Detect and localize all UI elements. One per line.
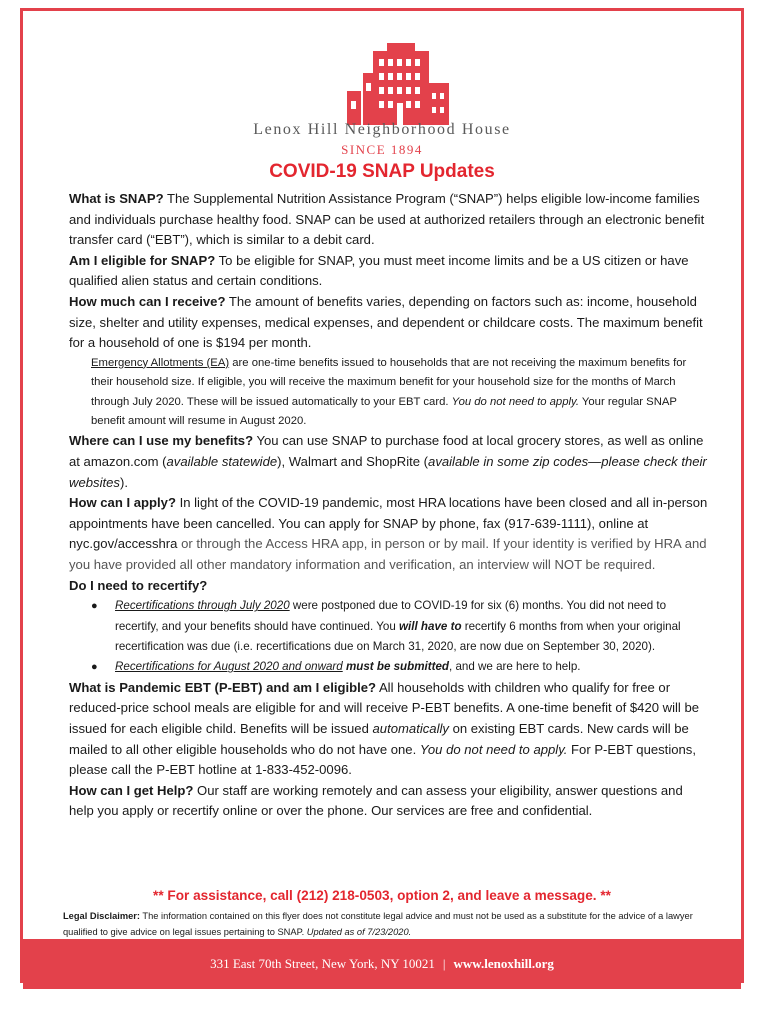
org-name: Lenox Hill Neighborhood House [253,121,511,138]
answer-text: Our staff are working remotely and can assess your eligibility, answer questions and help you apply or recertify online or over the phone. Our services are free and confidential. [69,782,683,819]
answer-text: The Supplemental Nutrition Assistance Program (“SNAP”) helps eligible low-income families and individuals purchase healthy food. SNAP can be used at authorized retailers through an electronic benefit transfer card (“EBT”), which is similar to a debit card. [69,191,705,248]
bullet-icon: ● [91,600,98,613]
emergency-allotments-paragraph [91,354,709,432]
answer-text: on existing EBT cards. New cards will be mailed to all other eligible households who do not have one. [69,720,689,757]
answer-italic: available statewide [166,453,278,469]
answer-italic: You do not need to apply. [451,395,579,408]
benefit-amount-paragraph [69,292,709,354]
get-help-paragraph [69,781,709,822]
question-heading: What is SNAP? [69,191,164,206]
answer-text: , and we are here to help. [449,660,581,674]
answer-italic: You do not need to apply. [419,741,568,757]
answer-text: You can use SNAP to purchase food at local grocery stores, as well as online at amazon.com ( [69,433,704,469]
legal-disclaimer [63,908,713,940]
answer-italic: automatically [372,720,449,736]
recertification-july-link[interactable]: Recertifications through July 2020 [115,599,290,613]
answer-text: For P-EBT questions, please call the P-EBT hotline at 1-833-452-0096. [69,741,696,778]
what-is-snap-paragraph [69,189,709,251]
flyer-page [20,8,744,983]
answer-text: In light of the COVID-19 pandemic, most HRA locations have been closed and all in-person appointments have been cancelled. You can apply for SNAP by phone, fax (917-639-1111), online at nyc.gov/accesshra [69,495,708,552]
question-heading: Do I need to recertify? [69,577,208,593]
pebt-paragraph [69,678,709,781]
list-item [69,657,709,677]
legal-label: Legal Disclaimer: [63,911,140,921]
recertification-august-link[interactable]: Recertifications for August 2020 and onward [115,660,343,674]
answer-text-gray: or through the Access HRA app, in person or by mail. If your identity is verified by HRA and you have provided all other mandatory information and verification, an interview will NOT be required. [69,536,707,572]
page-title: COVID-19 SNAP Updates [269,161,495,182]
answer-text: All households with children who qualify for free or reduced-price school meals are eligible for and will receive P-EBT benefits. A one-time benefit of $420 will be issued for each eligible child. Benefits will be issued [69,679,700,736]
answer-italic: available in some zip codes—please check their websites [69,453,707,490]
question-heading: How can I apply? [69,495,176,511]
footer-address: 331 East 70th Street, New York, NY 10021 [210,956,435,971]
question-heading: How much can I receive? [69,293,226,309]
question-heading: Where can I use my benefits? [69,433,254,449]
updated-date: Updated as of 7/23/2020. [306,927,412,937]
list-item [69,596,709,657]
eligibility-paragraph [69,251,709,292]
footer-bar [23,939,741,989]
question-heading: What is Pandemic EBT (P-EBT) and am I eligible? [69,679,377,695]
how-to-apply-paragraph [69,493,709,575]
answer-text: ), Walmart and ShopRite ( [277,453,429,469]
question-heading: How can I get Help? [69,782,194,798]
since-year: SINCE 1894 [341,142,423,157]
answer-text: recertify 6 months from when your original recertification was due (i.e. recertifications due on March 31, 2020, are now due on September 30, 2020). [115,619,681,653]
answer-text: The amount of benefits varies, depending on factors such as: income, household size, shelter and utility expenses, medical expenses, and dependent or childcare costs. The maximum benefit for a household of one is $194 per month. [69,293,703,351]
recertify-list [69,596,709,678]
recertify-heading-paragraph [69,576,709,597]
footer-separator: | [442,956,446,971]
answer-bold-italic: must be submitted [342,660,450,674]
emergency-allotments-link[interactable]: Emergency Allotments (EA) [91,356,230,369]
bullet-icon: ● [91,661,98,674]
answer-text: To be eligible for SNAP, you must meet income limits and be a US citizen or have qualified alien status and certain conditions. [69,252,689,289]
flyer-content [69,189,709,822]
answer-text: were postponed due to COVID-19 for six (6) months. You did not need to recertify, and your benefits should have continued. You [115,599,667,633]
assistance-callout: ** For assistance, call (212) 218-0503, option 2, and leave a message. ** [153,888,611,903]
answer-text: Your regular SNAP benefit amount will resume in August 2020. [91,395,677,427]
building-logo-icon [343,43,451,125]
answer-bold-italic: will have to [399,619,462,633]
legal-text: The information contained on this flyer does not constitute legal advice and must not be used as a substitute for the advice of a lawyer qualified to give advice on legal issues pertaining to SNAP. [63,911,693,937]
question-heading: Am I eligible for SNAP? [69,252,216,268]
answer-text: ). [119,474,128,490]
website-link[interactable]: www.lenoxhill.org [453,956,554,971]
answer-text: are one-time benefits issued to households that are not receiving the maximum benefits for their household size. If eligible, you will receive the maximum benefit for your household size for the months of March through July 2020. These will be issued automatically to your EBT card. [91,356,687,408]
where-to-use-paragraph [69,431,709,493]
